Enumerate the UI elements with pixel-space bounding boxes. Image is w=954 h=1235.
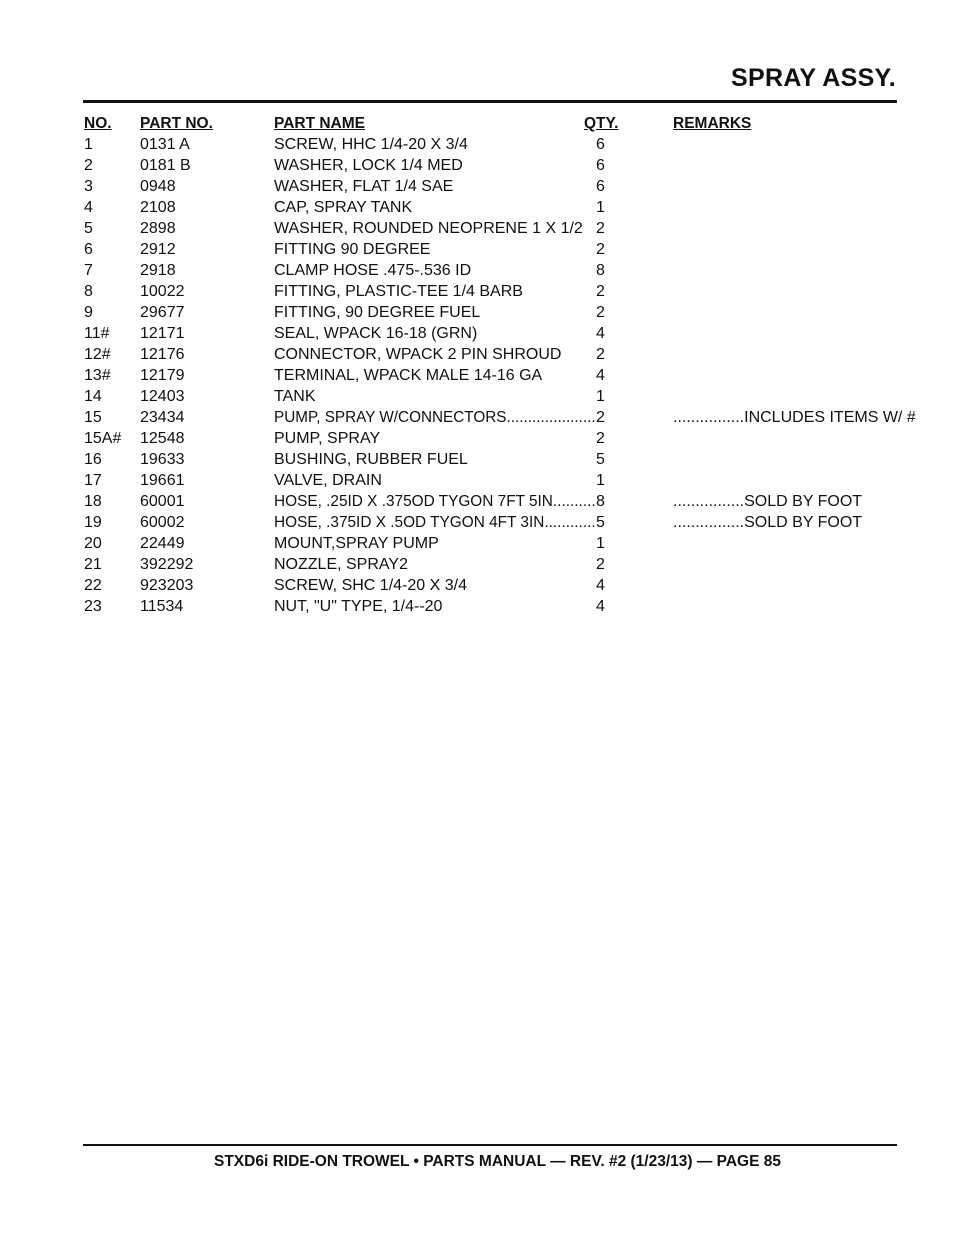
part-number-index-cell: 4 — [84, 199, 93, 216]
column-header-part-name: PART NAME — [274, 115, 365, 132]
table-row — [84, 134, 884, 155]
part-name-cell: TANK — [274, 388, 316, 405]
part-number-cell: 12548 — [140, 430, 185, 447]
quantity-cell: 4 — [596, 598, 605, 615]
part-number-cell: 0131 A — [140, 136, 190, 153]
table-row — [84, 470, 884, 491]
quantity-cell: 2 — [596, 346, 605, 363]
part-number-cell: 11534 — [140, 598, 184, 615]
part-number-index-cell: 15A# — [84, 430, 122, 447]
table-header-row — [84, 113, 884, 134]
part-number-index-cell: 8 — [84, 283, 93, 300]
parts-table — [84, 113, 916, 617]
part-number-index-cell: 3 — [84, 178, 93, 195]
table-row — [84, 449, 884, 470]
quantity-cell: 2 — [596, 241, 605, 258]
part-number-index-cell: 2 — [84, 157, 93, 174]
table-row — [84, 197, 884, 218]
part-name-cell: SCREW, HHC 1/4-20 X 3/4 — [274, 136, 468, 153]
quantity-cell: 2 — [596, 304, 605, 321]
part-number-cell: 392292 — [140, 556, 194, 573]
quantity-cell: 4 — [596, 367, 605, 384]
part-name-cell: FITTING, PLASTIC-TEE 1/4 BARB — [274, 283, 523, 300]
part-name-cell: CLAMP HOSE .475-.536 ID — [274, 262, 472, 279]
table-row — [84, 155, 884, 176]
column-header-remarks: REMARKS — [673, 115, 752, 132]
part-number-cell: 0181 B — [140, 157, 191, 174]
part-number-index-cell: 1 — [84, 136, 93, 153]
quantity-cell: 5 — [596, 451, 605, 468]
quantity-cell: 1 — [596, 472, 605, 489]
part-number-index-cell: 11# — [84, 325, 110, 342]
quantity-cell: 1 — [596, 535, 605, 552]
part-name-cell: NUT, "U" TYPE, 1/4--20 — [274, 598, 443, 615]
part-number-index-cell: 9 — [84, 304, 93, 321]
part-number-index-cell: 23 — [84, 598, 102, 615]
part-number-index-cell: 18 — [84, 493, 102, 510]
title-divider — [83, 100, 897, 103]
part-number-index-cell: 16 — [84, 451, 102, 468]
part-number-cell: 12171 — [140, 325, 185, 342]
quantity-cell: 2 — [596, 409, 605, 426]
part-number-cell: 2108 — [140, 199, 176, 216]
table-row — [84, 554, 884, 575]
part-number-cell: 10022 — [140, 283, 185, 300]
table-row — [84, 281, 884, 302]
part-number-index-cell: 17 — [84, 472, 102, 489]
quantity-cell: 8 — [596, 493, 605, 510]
part-name-cell: HOSE, .375ID X .5OD TYGON 4FT 3IN............ — [274, 514, 596, 531]
table-row — [84, 176, 884, 197]
table-row — [84, 239, 884, 260]
remarks-cell: ................INCLUDES ITEMS W/ # — [673, 409, 916, 426]
quantity-cell: 6 — [596, 136, 605, 153]
part-name-cell: PUMP, SPRAY — [274, 430, 381, 447]
quantity-cell: 2 — [596, 430, 605, 447]
table-row — [84, 260, 884, 281]
table-row — [84, 491, 884, 512]
part-number-cell: 29677 — [140, 304, 185, 321]
part-number-cell: 2898 — [140, 220, 176, 237]
table-row — [84, 365, 884, 386]
part-name-cell: HOSE, .25ID X .375OD TYGON 7FT 5IN.......... — [274, 493, 596, 510]
quantity-cell: 4 — [596, 325, 605, 342]
part-name-cell: VALVE, DRAIN — [274, 472, 382, 489]
quantity-cell: 2 — [596, 556, 605, 573]
part-name-cell: FITTING, 90 DEGREE FUEL — [274, 304, 481, 321]
part-number-index-cell: 13# — [84, 367, 111, 384]
part-number-index-cell: 21 — [84, 556, 102, 573]
quantity-cell: 5 — [596, 514, 605, 531]
part-number-cell: 2918 — [140, 262, 176, 279]
part-number-cell: 0948 — [140, 178, 176, 195]
part-name-cell: CONNECTOR, WPACK 2 PIN SHROUD — [274, 346, 562, 363]
part-name-cell: FITTING 90 DEGREE — [274, 241, 431, 258]
part-number-index-cell: 14 — [84, 388, 102, 405]
table-row — [84, 512, 884, 533]
part-number-cell: 12179 — [140, 367, 185, 384]
column-header-part-no: PART NO. — [140, 115, 213, 132]
footer-text: STXD6i RIDE-ON TROWEL • PARTS MANUAL — REV. #2 (1/23/13) — PAGE 85 — [214, 1153, 781, 1170]
table-row — [84, 218, 884, 239]
part-name-cell: WASHER, LOCK 1/4 MED — [274, 157, 463, 174]
quantity-cell: 6 — [596, 157, 605, 174]
part-number-index-cell: 22 — [84, 577, 102, 594]
part-number-index-cell: 6 — [84, 241, 93, 258]
column-header-no: NO. — [84, 115, 112, 132]
part-name-cell: TERMINAL, WPACK MALE 14-16 GA — [274, 367, 543, 384]
part-number-cell: 923203 — [140, 577, 194, 594]
quantity-cell: 1 — [596, 199, 605, 216]
part-name-cell: WASHER, FLAT 1/4 SAE — [274, 178, 454, 195]
quantity-cell: 2 — [596, 283, 605, 300]
part-name-cell: NOZZLE, SPRAY2 — [274, 556, 408, 573]
quantity-cell: 1 — [596, 388, 605, 405]
part-name-cell: BUSHING, RUBBER FUEL — [274, 451, 468, 468]
part-number-index-cell: 7 — [84, 262, 93, 279]
column-header-qty: QTY. — [584, 115, 619, 132]
table-row — [84, 533, 884, 554]
part-number-cell: 2912 — [140, 241, 176, 258]
table-row — [84, 323, 884, 344]
part-number-index-cell: 20 — [84, 535, 102, 552]
page-title: SPRAY ASSY. — [731, 64, 896, 92]
quantity-cell: 4 — [596, 577, 605, 594]
part-number-cell: 23434 — [140, 409, 185, 426]
part-number-index-cell: 5 — [84, 220, 93, 237]
part-name-cell: MOUNT,SPRAY PUMP — [274, 535, 439, 552]
part-number-cell: 12176 — [140, 346, 185, 363]
part-number-cell: 22449 — [140, 535, 185, 552]
quantity-cell: 2 — [596, 220, 605, 237]
part-number-cell: 60002 — [140, 514, 185, 531]
part-number-index-cell: 19 — [84, 514, 102, 531]
table-row — [84, 302, 884, 323]
remarks-cell: ................SOLD BY FOOT — [673, 493, 863, 510]
table-row — [84, 407, 916, 428]
footer-divider — [83, 1144, 897, 1146]
quantity-cell: 6 — [596, 178, 605, 195]
part-name-cell: WASHER, ROUNDED NEOPRENE 1 X 1/2 — [274, 220, 583, 237]
table-row — [84, 596, 884, 617]
quantity-cell: 8 — [596, 262, 605, 279]
part-name-cell: SCREW, SHC 1/4-20 X 3/4 — [274, 577, 467, 594]
part-number-cell: 60001 — [140, 493, 185, 510]
part-name-cell: PUMP, SPRAY W/CONNECTORS..................... — [274, 409, 596, 426]
table-row — [84, 575, 884, 596]
table-row — [84, 428, 884, 449]
table-row — [84, 386, 884, 407]
part-name-cell: SEAL, WPACK 16-18 (GRN) — [274, 325, 478, 342]
part-name-cell: CAP, SPRAY TANK — [274, 199, 413, 216]
part-number-index-cell: 12# — [84, 346, 111, 363]
remarks-cell: ................SOLD BY FOOT — [673, 514, 863, 531]
part-number-cell: 12403 — [140, 388, 185, 405]
part-number-cell: 19661 — [140, 472, 185, 489]
table-row — [84, 344, 884, 365]
part-number-index-cell: 15 — [84, 409, 102, 426]
part-number-cell: 19633 — [140, 451, 185, 468]
